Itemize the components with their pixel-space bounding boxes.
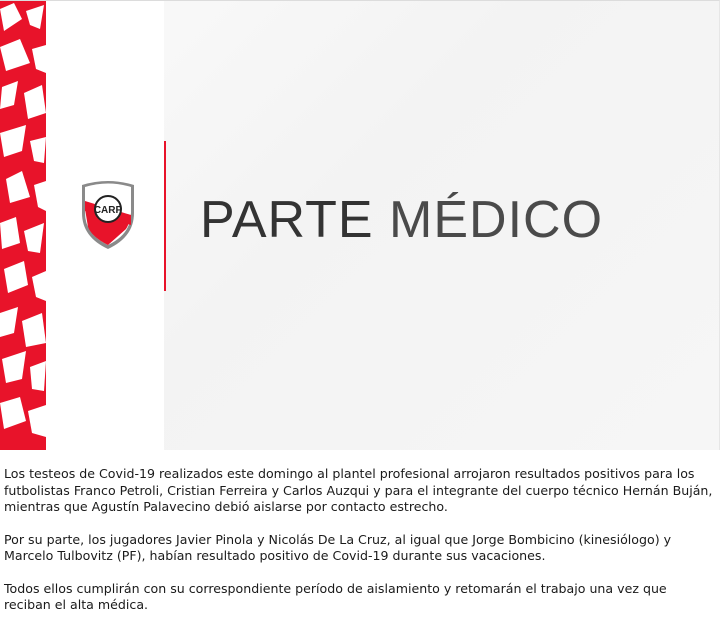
- title-word-medico: MÉDICO: [389, 191, 604, 249]
- svg-text:CARP: CARP: [93, 205, 123, 216]
- brush-pattern-graphic: [0, 1, 46, 450]
- river-plate-crest-logo: [80, 179, 136, 251]
- title-word-parte: PARTE: [200, 191, 374, 249]
- article-paragraph: Todos ellos cumplirán con su correspondiente período de aislamiento y retomarán el trabajo una vez que reciban el alta médica.: [4, 580, 667, 612]
- article-paragraph: Los testeos de Covid-19 realizados este domingo al plantel profesional arrojaron resultados positivos para los futbolistas Franco Petroli, Cristian Ferreira y Carlos Auzqui y para el integrante del cuerpo técnico Hernán Buján, mientras que Agustín Palavecino debió aislarse por contacto estrecho.: [4, 466, 713, 514]
- red-brush-stripe: [0, 1, 46, 450]
- article-body: [4, 466, 716, 630]
- red-divider-line: [164, 141, 166, 291]
- page-title: [200, 184, 603, 256]
- article-paragraph: Por su parte, los jugadores Javier Pinola y Nicolás De La Cruz, al igual que Jorge Bombicino (kinesiólogo) y Marcelo Tulbovitz (PF), habían resultado positivo de Covid-19 durante sus vacaciones.: [4, 531, 672, 563]
